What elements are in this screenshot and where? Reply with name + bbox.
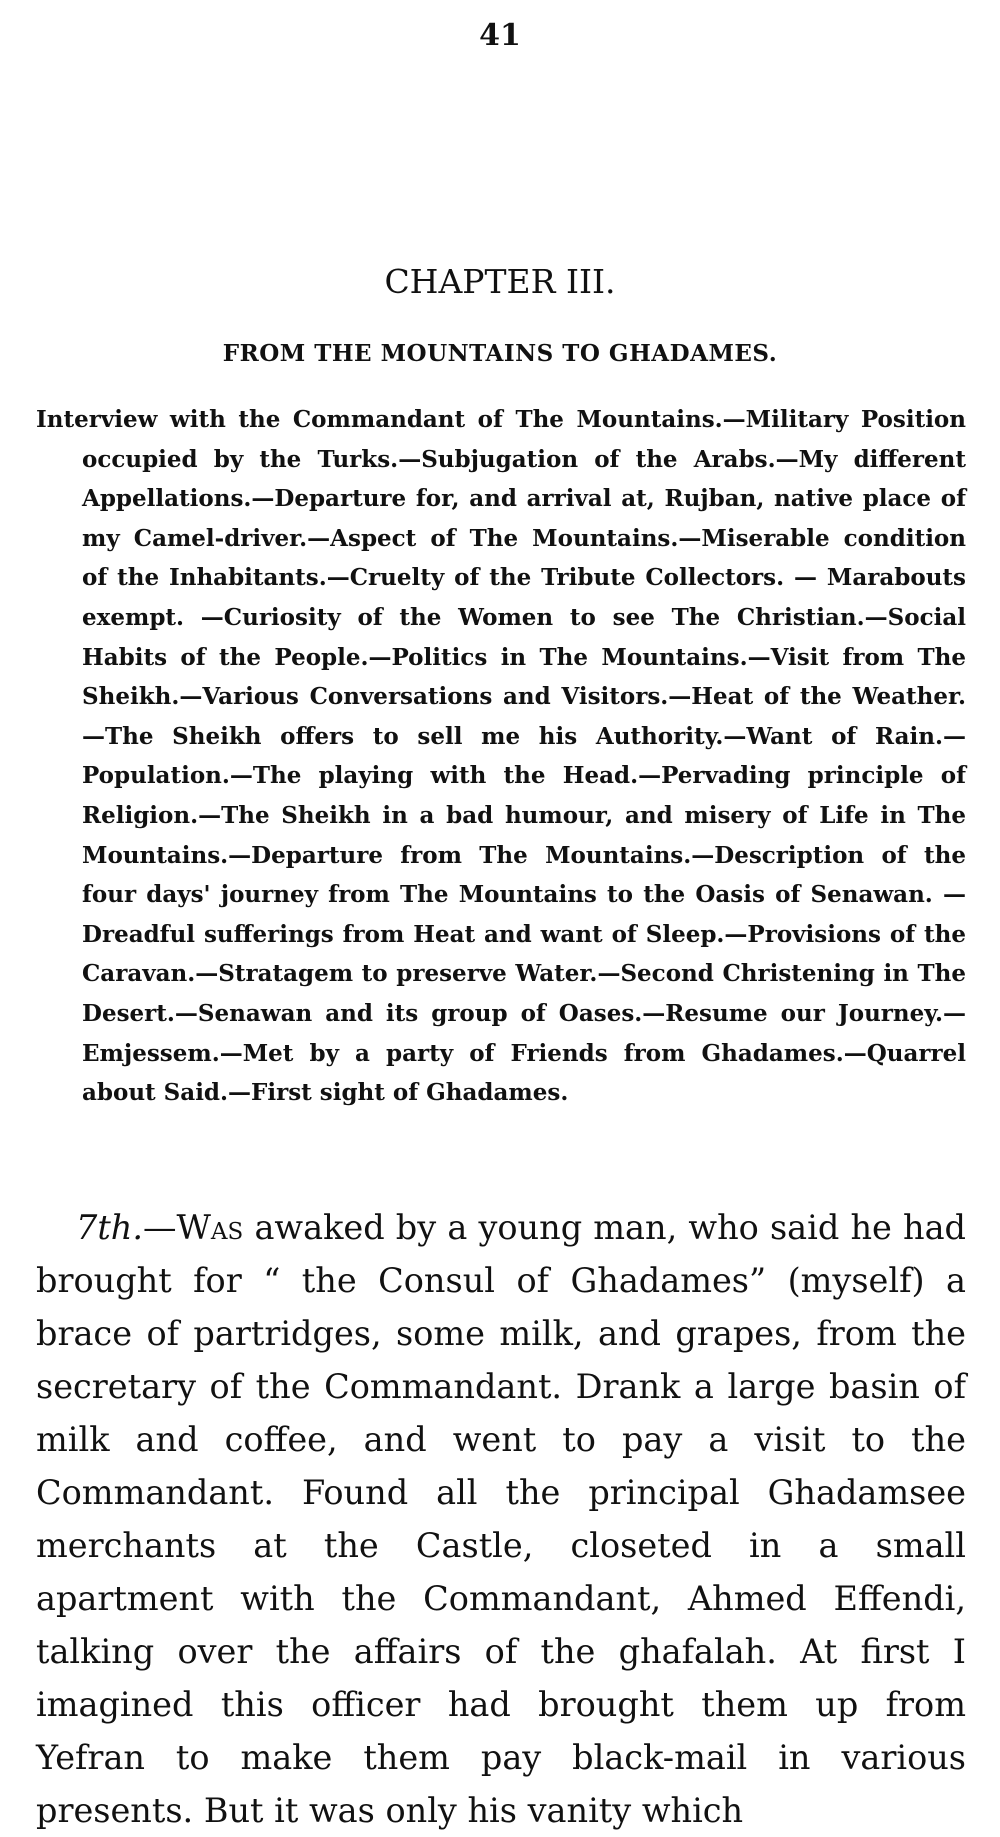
body-text: awaked by a young man, who said he had brought for “ the Consul of Ghadames” (myself) a brace of partridges, some milk, and grapes, from the secretary of the Commandant. Drank a large basin of milk and coffee, and went to pay a visit to the Commandant. Found all the principal Ghadamsee merchants at the Castle, closeted in a small apartment with the Commandant, Ahmed Effendi, talking over the affairs of the ghafalah. At first I imagined this officer had brought them up from Yefran to make them pay black-mail in various presents. But it was only his vanity which [36, 1208, 966, 1830]
chapter-subtitle: FROM THE MOUNTAINS TO GHADAMES. [222, 340, 778, 367]
lead-word: Was [176, 1208, 244, 1247]
entry-date: 7th. [76, 1208, 143, 1247]
body-paragraph [36, 1201, 966, 1837]
chapter-synopsis: Interview with the Commandant of The Mountains.—Military Position occupied by the Turks.—Subjugation of the Arabs.—My different Appellations.—Departure for, and arrival at, Rujban, native place of my Camel-driver.—Aspect of The Mountains.—Miserable condition of the Inhabitants.—Cruelty of the Tribute Collectors. — Marabouts exempt. —Curiosity of the Women to see The Christian.—Social Habits of the People.—Politics in The Mountains.—Visit from The Sheikh.—Various Conversations and Visitors.—Heat of the Weather.—The Sheikh offers to sell me his Authority.—Want of Rain.—Population.—The playing with the Head.—Pervading principle of Religion.—The Sheikh in a bad humour, and misery of Life in The Mountains.—Departure from The Mountains.—Description of the four days' journey from The Mountains to the Oasis of Senawan. —Dreadful sufferings from Heat and want of Sleep.—Provisions of the Caravan.—Stratagem to preserve Water.—Second Christening in The Desert.—Senawan and its group of Oases.—Resume our Journey.—Emjessem.—Met by a party of Friends from Ghadames.—Quarrel about Said.—First sight of Ghadames. [36, 406, 966, 1107]
chapter-title: CHAPTER III. [384, 262, 616, 301]
entry-dash: — [143, 1208, 177, 1247]
page-number: 41 [479, 18, 521, 53]
